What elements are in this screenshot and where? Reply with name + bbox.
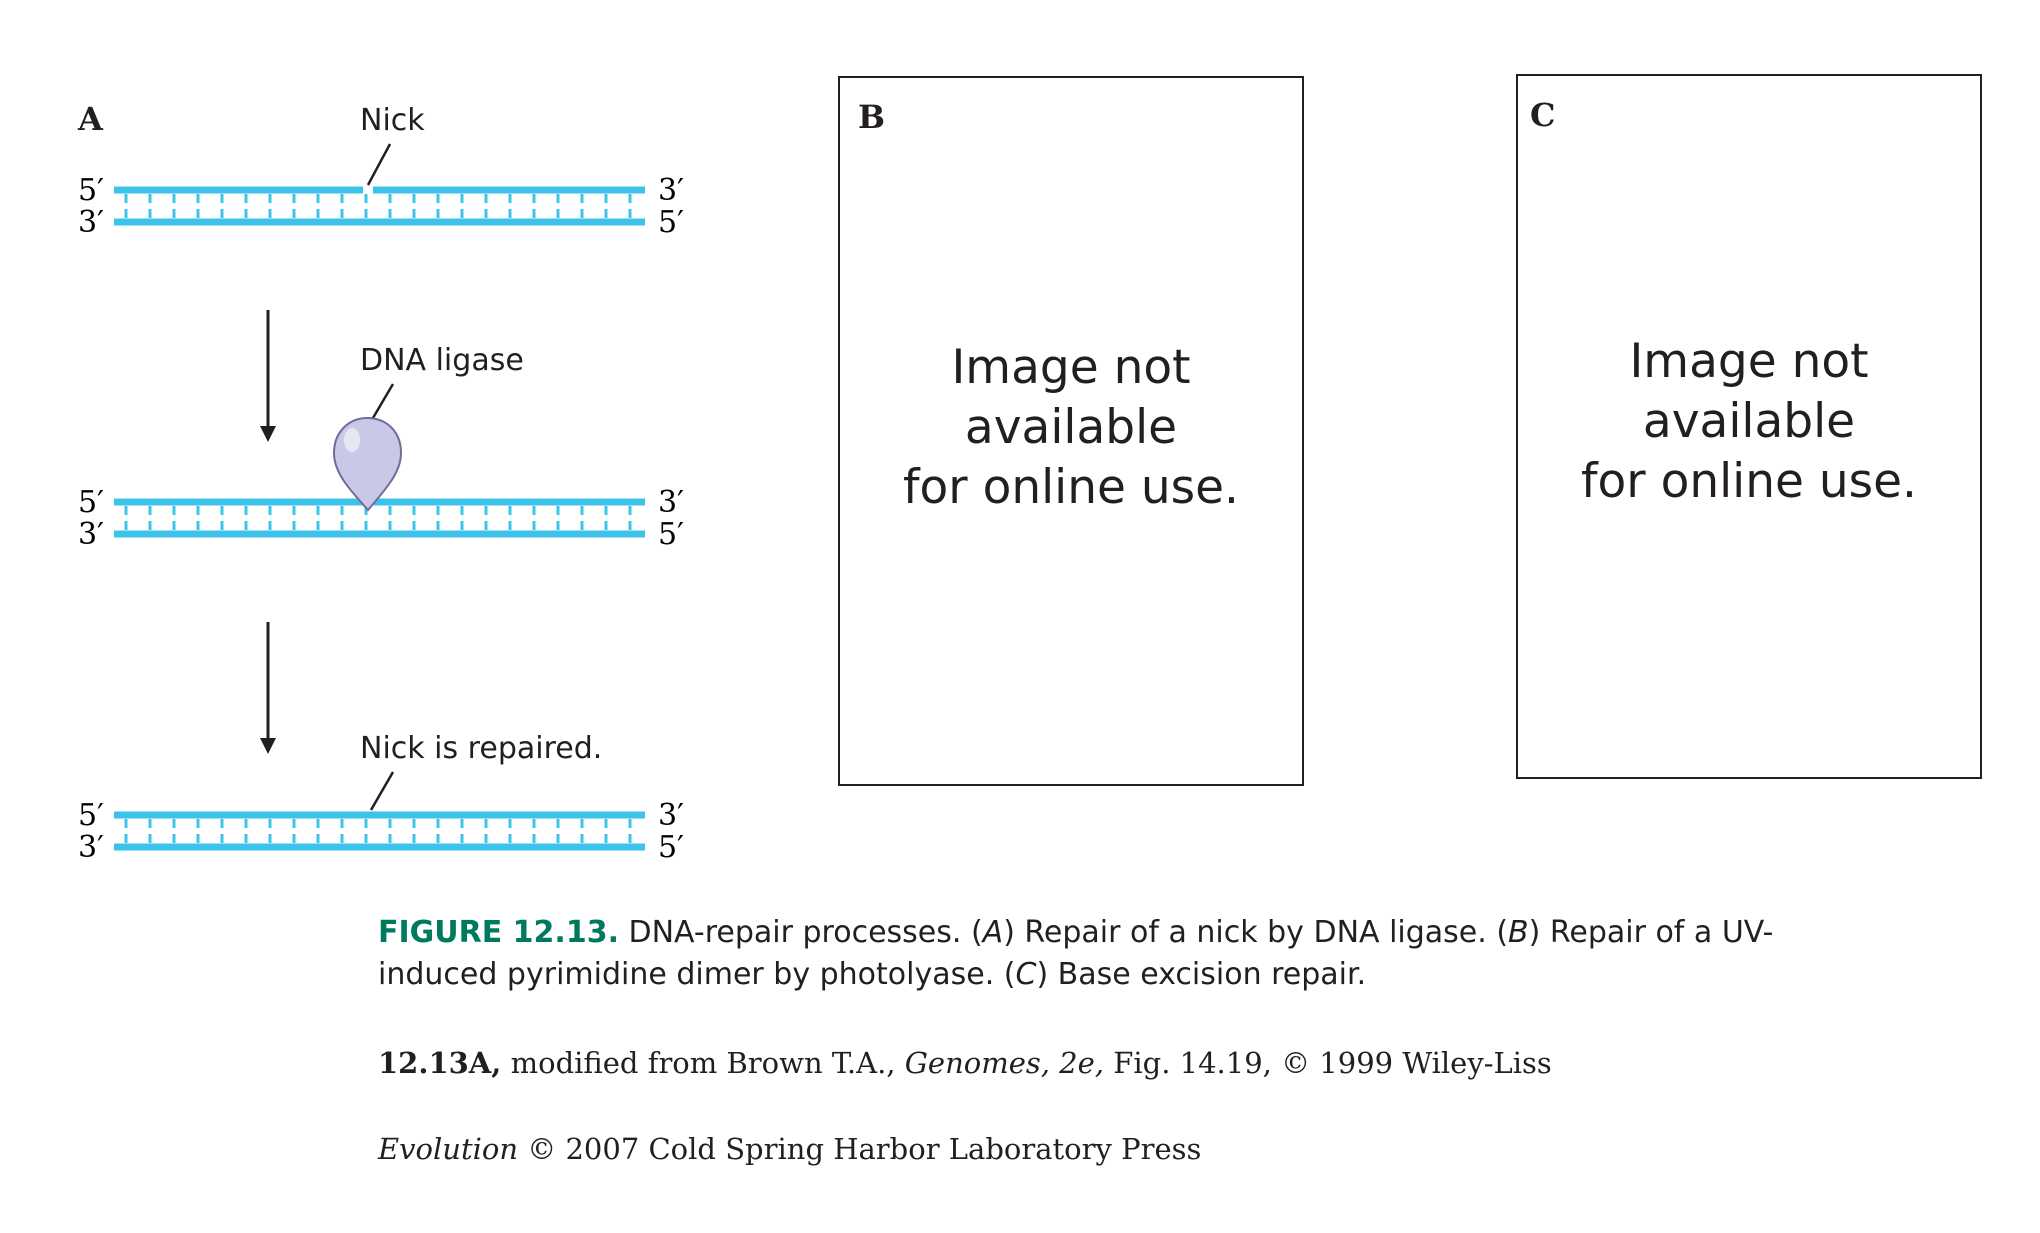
end-label-5prime: 5′ (78, 173, 104, 208)
repaired-leader-line (371, 772, 393, 810)
caption-text: ) Base excision repair. (1036, 957, 1367, 992)
down-arrow-icon (260, 738, 276, 754)
end-label-5prime: 5′ (658, 830, 684, 865)
placeholder-line: for online use. (1581, 454, 1917, 509)
placeholder-line: Image not (951, 340, 1191, 395)
nick-label: Nick (360, 103, 425, 138)
credit-text: Fig. 14.19, © 1999 Wiley-Liss (1104, 1046, 1552, 1080)
caption-panel-ref: C (1015, 957, 1037, 992)
end-label-5prime: 5′ (78, 798, 104, 833)
figure-credit (378, 1046, 1552, 1080)
dna-duplex-ligase (114, 502, 645, 534)
end-label-5prime: 5′ (658, 517, 684, 552)
enzyme-highlight (344, 428, 360, 452)
figure-caption (378, 912, 1828, 996)
panel-a-diagram (0, 0, 760, 880)
end-label-3prime: 3′ (78, 205, 104, 240)
end-label-3prime: 3′ (658, 798, 684, 833)
dna-ligase-enzyme-icon (334, 418, 401, 510)
credit-text: modified from Brown T.A., (501, 1046, 905, 1080)
end-label-3prime: 3′ (658, 173, 684, 208)
panel-b-placeholder-text (840, 338, 1302, 518)
base-pairs (126, 194, 630, 218)
panel-c-letter: C (1530, 96, 1556, 134)
placeholder-line: available (1642, 394, 1856, 449)
placeholder-line: for online use. (903, 460, 1239, 515)
placeholder-line: available (964, 400, 1178, 455)
caption-text: DNA-repair processes. ( (618, 915, 983, 950)
panel-b-placeholder-box (838, 76, 1304, 786)
panel-c-placeholder-text (1518, 332, 1980, 512)
dna-duplex-repaired (114, 815, 645, 847)
credit-book-title: Genomes, 2e, (904, 1046, 1105, 1080)
placeholder-line: Image not (1629, 334, 1869, 389)
ligase-leader-line (370, 384, 393, 423)
nick-leader-line (368, 144, 390, 185)
panel-b-letter: B (858, 98, 886, 136)
caption-text: ) Repair of a UV-induced pyrimidine dimer by photolyase. ( (378, 915, 1774, 992)
copyright-text: © 2007 Cold Spring Harbor Laboratory Press (518, 1132, 1202, 1166)
end-label-5prime: 5′ (658, 205, 684, 240)
base-pairs (126, 819, 630, 843)
book-title: Evolution (378, 1132, 519, 1166)
nick-repaired-label: Nick is repaired. (360, 731, 603, 766)
end-label-3prime: 3′ (658, 485, 684, 520)
copyright-line (378, 1132, 1201, 1166)
figure-label: FIGURE 12.13. (378, 915, 619, 950)
base-pairs (126, 506, 630, 530)
dna-ligase-label: DNA ligase (360, 343, 524, 378)
end-label-3prime: 3′ (78, 517, 104, 552)
down-arrow-icon (260, 426, 276, 442)
end-label-5prime: 5′ (78, 485, 104, 520)
panel-a-letter: A (78, 100, 103, 138)
dna-duplex-nicked (114, 190, 645, 222)
caption-panel-ref: B (1508, 915, 1529, 950)
caption-panel-ref: A (982, 915, 1004, 950)
panel-c-placeholder-box (1516, 74, 1982, 779)
credit-figure-ref: 12.13A, (378, 1046, 502, 1080)
caption-text: ) Repair of a nick by DNA ligase. ( (1003, 915, 1509, 950)
end-label-3prime: 3′ (78, 830, 104, 865)
